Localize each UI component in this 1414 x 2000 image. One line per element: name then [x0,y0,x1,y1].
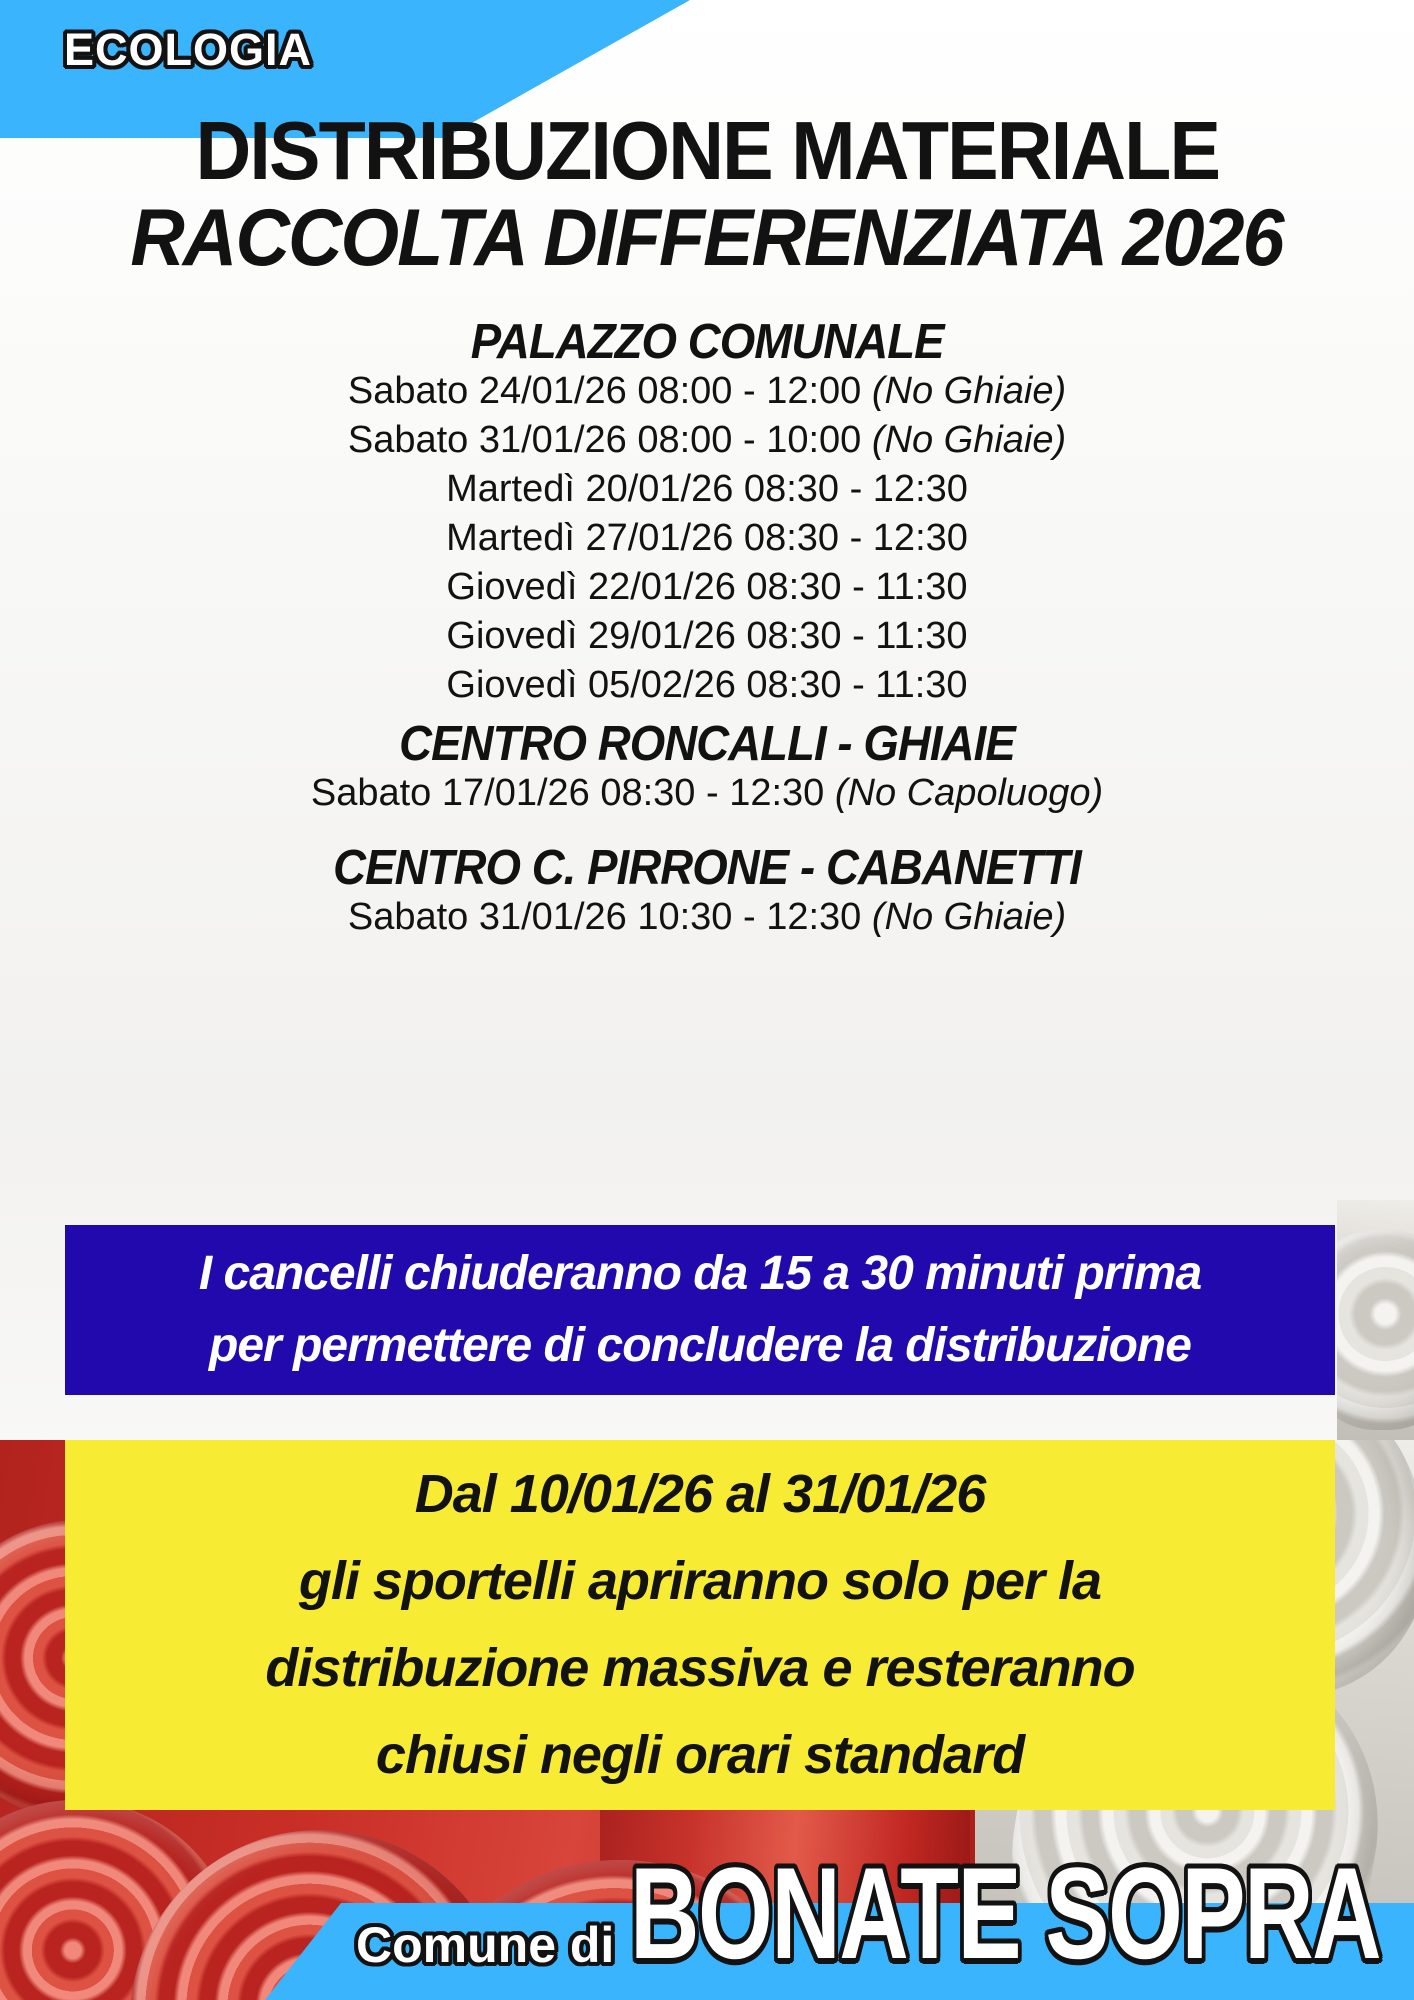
schedule-row-text: Martedì 27/01/26 08:30 - 12:30 [446,517,968,559]
schedule-list-roncalli [0,769,1414,818]
schedule-row-note: (No Capoluogo) [834,772,1104,814]
section-heading-text: PALAZZO COMUNALE [470,315,944,369]
section-heading-palazzo-comunale [0,315,1414,369]
gates-notice-line2: per permettere di concludere la distribuzione [209,1319,1191,1372]
poster-title-line1-text: DISTRIBUZIONE MATERIALE [195,104,1219,197]
schedule-row-text: Giovedì 29/01/26 08:30 - 11:30 [446,615,968,657]
section-heading-text: CENTRO C. PIRRONE - CABANETTI [333,841,1081,895]
poster-title-line2 [0,193,1414,283]
schedule-row [0,416,1414,465]
municipality-name: BONATE SOPRA [630,1840,1381,1986]
schedule-row-text: Giovedì 22/01/26 08:30 - 11:30 [446,566,968,608]
schedule-row-note: (No Ghiaie) [871,896,1067,938]
schedule-row-text: Sabato 24/01/26 08:00 - 12:00 [347,370,872,412]
poster-title-line2-text: RACCOLTA DIFFERENZIATA 2026 [130,193,1284,283]
schedule-row-text: Martedì 20/01/26 08:30 - 12:30 [446,468,968,510]
counters-notice-line2: gli sportelli apriranno solo per la [298,1551,1102,1612]
white-bags-photo [1337,1200,1414,1445]
gates-notice-line1: I cancelli chiuderanno da 15 a 30 minuti prima [198,1247,1202,1300]
poster-title-line1 [0,104,1414,197]
section-heading-centro-roncalli [0,717,1414,771]
schedule-row [0,514,1414,563]
counters-notice-line4: chiusi negli orari standard [375,1724,1025,1785]
schedule-row [0,367,1414,416]
schedule-row-note: (No Ghiaie) [871,370,1067,412]
schedule-row [0,612,1414,661]
schedule-row-text: Sabato 17/01/26 08:30 - 12:30 [310,772,835,814]
schedule-row [0,465,1414,514]
counters-notice-line3: distribuzione massiva e resteranno [265,1638,1135,1698]
municipality-prefix: Comune di [356,1917,615,1973]
counters-notice-box [65,1440,1335,1810]
section-heading-text: CENTRO RONCALLI - GHIAIE [399,717,1015,771]
white-bag-roll [1337,1230,1414,1430]
schedule-row [0,769,1414,818]
section-heading-centro-pirrone [0,841,1414,895]
schedule-row-text: Sabato 31/01/26 10:30 - 12:30 [347,896,872,938]
schedule-list-pirrone [0,893,1414,942]
schedule-row-note: (No Ghiaie) [871,419,1067,461]
schedule-row [0,893,1414,942]
schedule-list-palazzo [0,367,1414,710]
gates-notice-box [65,1225,1335,1395]
schedule-row [0,563,1414,612]
counters-notice-line1: Dal 10/01/26 al 31/01/26 [414,1464,986,1525]
schedule-row [0,661,1414,710]
ecologia-badge-label: ECOLOGIA [64,24,313,75]
schedule-row-text: Sabato 31/01/26 08:00 - 10:00 [347,419,872,461]
schedule-row-text: Giovedì 05/02/26 08:30 - 11:30 [446,664,968,706]
poster-content [0,104,1414,942]
